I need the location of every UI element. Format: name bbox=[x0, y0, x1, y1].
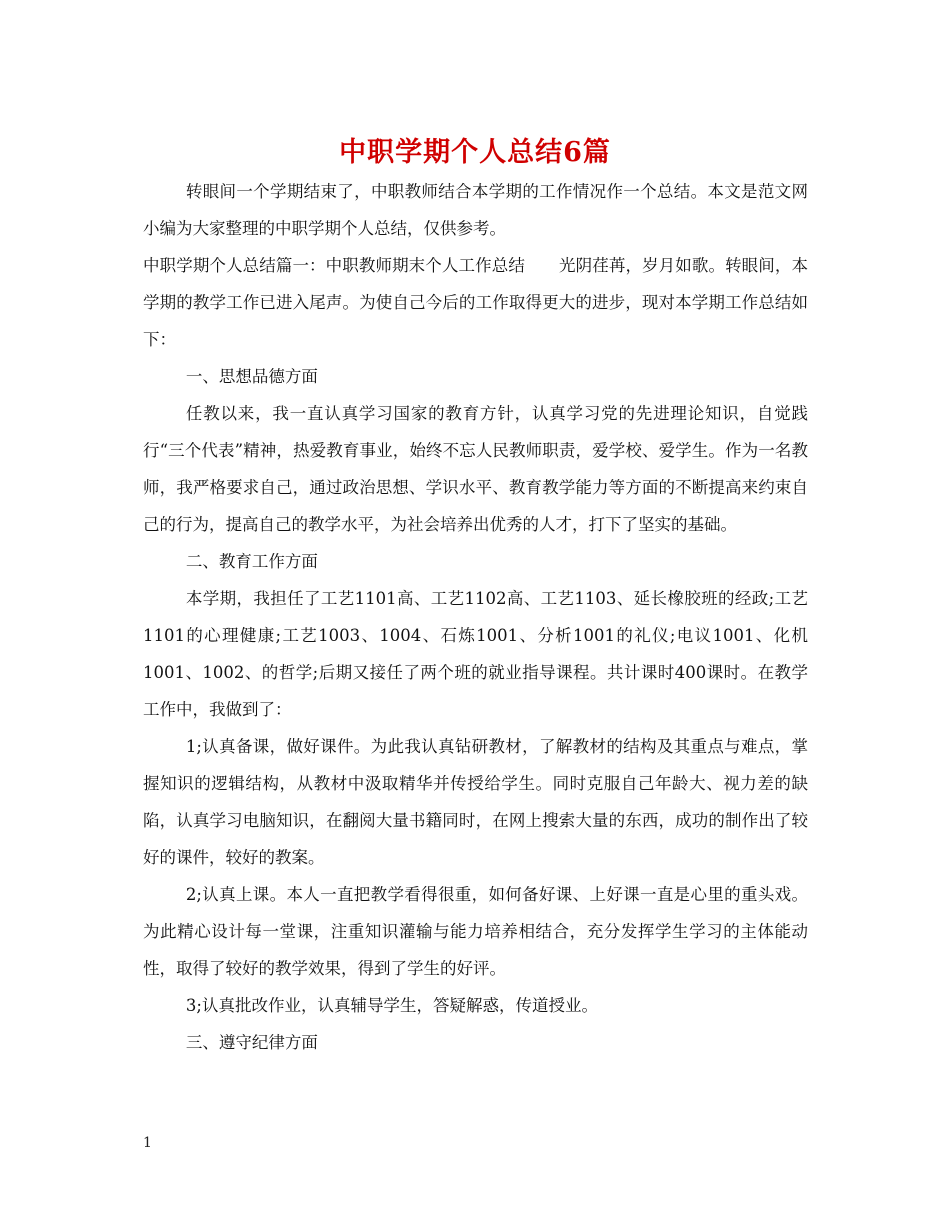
paragraph-teaching-load: 本学期，我担任了工艺1101高、工艺1102高、工艺1103、延长橡胶班的经政;工艺1101的心理健康;工艺1003、1004、石炼1001、分析1001的礼仪;电议1001、化机1001、1002、的哲学;后期又接任了两个班的就业指导课程。共计课时400课时。在教学工作中，我做到了： bbox=[143, 589, 808, 719]
page-number: 1 bbox=[143, 1135, 152, 1151]
paragraph-part-one bbox=[143, 247, 808, 358]
paragraph-teaching: 2;认真上课。本人一直把教学看得很重，如何备好课、上好课一直是心里的重头戏。为此精心设计每一堂课，注重知识灌输与能力培养相结合，充分发挥学生学习的主体能动性，取得了较好的教学效果，得到了学生的好评。 bbox=[143, 885, 808, 978]
paragraph-ideology: 任教以来，我一直认真学习国家的教育方针，认真学习党的先进理论知识，自觉践行“三个代表”精神，热爱教育事业，始终不忘人民教师职责，爱学校、爱学生。作为一名教师，我严格要求自己，通过政治思想、学识水平、教育教学能力等方面的不断提高来约束自己的行为，提高自己的教学水平，为社会培养出优秀的人才，打下了坚实的基础。 bbox=[143, 404, 808, 534]
document-body bbox=[143, 173, 808, 1061]
paragraph-lesson-prep: 1;认真备课，做好课件。为此我认真钻研教材，了解教材的结构及其重点与难点，掌握知识的逻辑结构，从教材中汲取精华并传授给学生。同时克服自己年龄大、视力差的缺陷，认真学习电脑知识，在翻阅大量书籍同时，在网上搜索大量的东西，成功的制作出了较好的课件，较好的教案。 bbox=[143, 737, 808, 867]
part-one-heading: 中职学期个人总结篇一：中职教师期末个人工作总结 bbox=[143, 256, 525, 275]
section-heading-discipline: 三、遵守纪律方面 bbox=[185, 1033, 318, 1052]
section-heading-education: 二、教育工作方面 bbox=[185, 552, 318, 571]
section-heading-ideology: 一、思想品德方面 bbox=[185, 367, 318, 386]
paragraph-intro: 转眼间一个学期结束了，中职教师结合本学期的工作情况作一个总结。本文是范文网小编为大家整理的中职学期个人总结，仅供参考。 bbox=[143, 182, 808, 238]
document-title: 中职学期个人总结6篇 bbox=[339, 137, 611, 168]
part-one-opening: 光阴荏苒，岁月如歌。转眼间，本学期的教学工作已进入尾声。为使自己今后的工作取得更大的进步，现对本学期工作总结如下： bbox=[143, 256, 809, 349]
paragraph-homework: 3;认真批改作业，认真辅导学生，答疑解惑，传道授业。 bbox=[185, 996, 598, 1015]
